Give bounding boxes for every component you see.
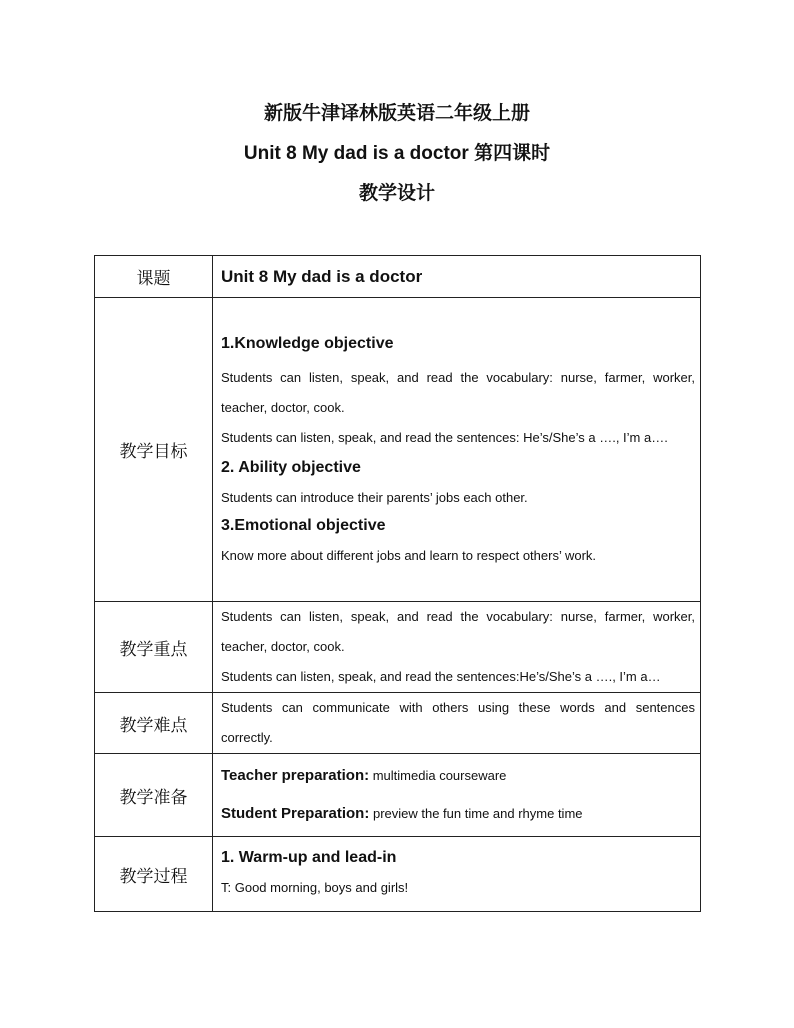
document-subtitle: Unit 8 My dad is a doctor 第四课时 [243,143,551,164]
lesson-plan-table [94,255,701,912]
difficulties-content [213,693,701,754]
row-label-difficulties: 教学难点 [95,693,213,754]
process-content [213,837,701,912]
ability-text: Students can introduce their parents’ jobs each other. [221,489,528,505]
table-row-process [95,837,701,912]
student-preparation-value: preview the fun time and rhyme time [369,806,583,821]
table-row-objectives [95,298,701,602]
student-preparation-label: Student Preparation: [221,805,370,822]
key-points-sentences: Students can listen, speak, and read the sentences:He’s/She’s a …., I’m a… [221,669,661,684]
knowledge-heading: 1.Knowledge objective [221,334,394,352]
preparation-content [213,754,701,837]
objectives-content [213,298,701,602]
topic-value [213,256,701,298]
difficulties-text: Students can communicate with others using these words and sentences correctly. [221,700,695,745]
ability-heading: 2. Ability objective [221,458,361,476]
topic-title: Unit 8 My dad is a doctor [221,266,423,286]
row-label-key-points: 教学重点 [95,602,213,693]
row-label-preparation: 教学准备 [95,754,213,837]
document-type: 教学设计 [358,183,435,204]
table-row-topic [95,256,701,298]
emotional-text: Know more about different jobs and learn to respect others’ work. [221,547,597,563]
knowledge-text-vocabulary: Students can listen, speak, and read the vocabulary: nurse, farmer, worker, teacher, doctor, cook. [221,369,695,415]
document-title-block [0,100,794,220]
teacher-preparation-label: Teacher preparation: [221,767,370,784]
key-points-content [213,602,701,693]
key-points-vocabulary: Students can listen, speak, and read the vocabulary: nurse, farmer, worker, teacher, doctor, cook. [221,609,695,654]
table-row-key-points [95,602,701,693]
process-heading: 1. Warm-up and lead-in [221,849,397,866]
process-line: T: Good morning, boys and girls! [221,880,409,895]
row-label-objectives: 教学目标 [95,298,213,602]
student-preparation [221,795,695,833]
row-label-process: 教学过程 [95,837,213,912]
table-row-difficulties [95,693,701,754]
knowledge-text-sentences: Students can listen, speak, and read the sentences: He’s/She’s a …., I’m a…. [221,429,668,445]
emotional-heading: 3.Emotional objective [221,516,386,534]
teacher-preparation-value: multimedia courseware [369,768,507,783]
teacher-preparation [221,757,695,795]
table-row-preparation [95,754,701,837]
row-label-topic: 课题 [95,256,213,298]
document-title: 新版牛津译林版英语二年级上册 [263,103,530,124]
